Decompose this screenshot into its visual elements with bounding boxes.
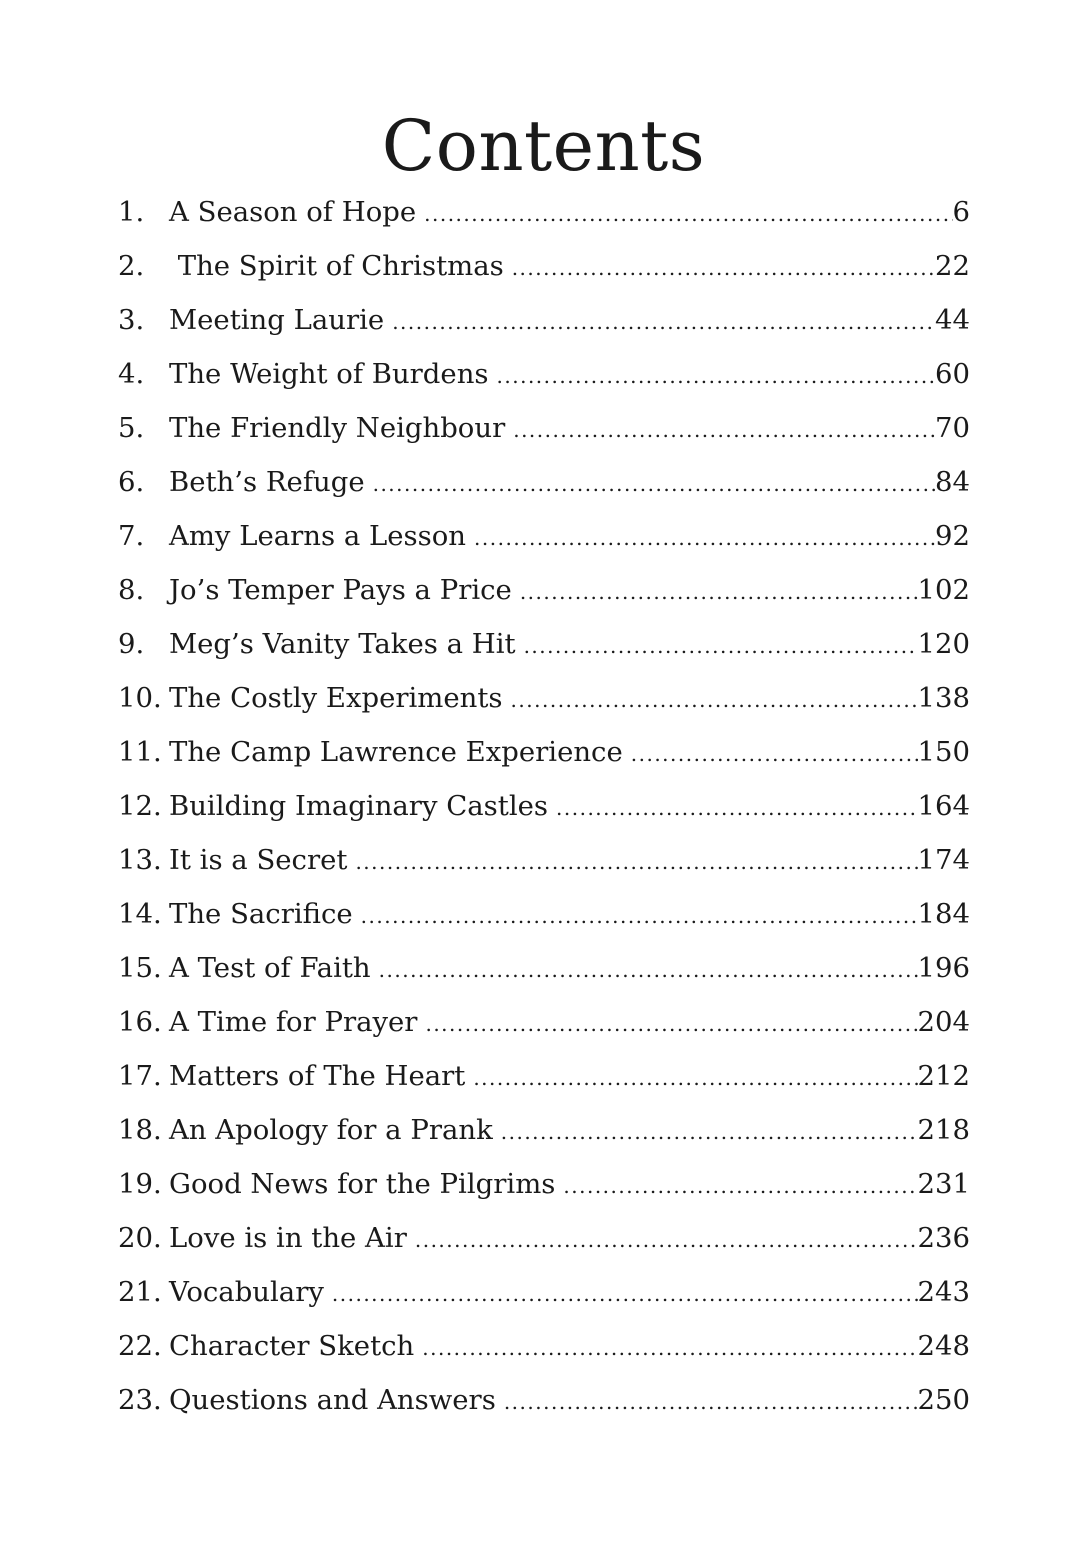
chapter-title: Meeting Laurie: [169, 304, 385, 336]
toc-entry: [118, 1157, 970, 1211]
chapter-number: 20.: [118, 1222, 162, 1254]
toc-entry: [118, 1211, 970, 1265]
chapter-number: 2.: [118, 250, 145, 282]
chapter-title: A Time for Prayer: [169, 1006, 418, 1038]
dot-leader: [425, 997, 917, 1051]
chapter-title: Meg’s Vanity Takes a Hit: [169, 628, 516, 660]
table-of-contents: [118, 185, 970, 1427]
chapter-number: 4.: [118, 358, 145, 390]
chapter-number: 9.: [118, 628, 145, 660]
dot-leader: [512, 241, 935, 295]
toc-entry: [118, 239, 970, 293]
page-number: 243: [917, 1276, 970, 1308]
toc-entry: [118, 941, 970, 995]
chapter-title: A Test of Faith: [169, 952, 371, 984]
page-number: 60: [935, 358, 970, 390]
dot-leader: [355, 835, 917, 889]
page-number: 92: [935, 520, 970, 552]
page-number: 218: [917, 1114, 970, 1146]
chapter-number: 10.: [118, 682, 162, 714]
chapter-number: 1.: [118, 196, 145, 228]
chapter-number: 14.: [118, 898, 162, 930]
page-number: 250: [917, 1384, 970, 1416]
page-number: 6: [952, 196, 970, 228]
chapter-number: 23.: [118, 1384, 162, 1416]
chapter-title: An Apology for a Prank: [169, 1114, 493, 1146]
chapter-number: 18.: [118, 1114, 162, 1146]
dot-leader: [474, 511, 935, 565]
page-number: 231: [917, 1168, 970, 1200]
chapter-title: Character Sketch: [169, 1330, 415, 1362]
toc-entry: [118, 509, 970, 563]
toc-entry: [118, 1265, 970, 1319]
chapter-title: Matters of The Heart: [169, 1060, 466, 1092]
dot-leader: [373, 457, 935, 511]
page-number: 184: [917, 898, 970, 930]
page-number: 138: [917, 682, 970, 714]
chapter-title: Building Imaginary Castles: [169, 790, 549, 822]
chapter-title: The Spirit of Christmas: [169, 250, 504, 282]
chapter-title: Jo’s Temper Pays a Price: [169, 574, 512, 606]
toc-entry: [118, 293, 970, 347]
dot-leader: [520, 565, 918, 619]
dot-leader: [497, 349, 935, 403]
toc-entry: [118, 1373, 970, 1427]
chapter-number: 13.: [118, 844, 162, 876]
toc-entry: [118, 455, 970, 509]
chapter-title: The Costly Experiments: [169, 682, 503, 714]
chapter-title: Good News for the Pilgrims: [169, 1168, 556, 1200]
dot-leader: [424, 187, 952, 241]
toc-entry: [118, 185, 970, 239]
page-number: 248: [917, 1330, 970, 1362]
page-number: 196: [917, 952, 970, 984]
toc-entry: [118, 1103, 970, 1157]
dot-leader: [415, 1213, 918, 1267]
chapter-title: Love is in the Air: [169, 1222, 407, 1254]
chapter-number: 8.: [118, 574, 145, 606]
dot-leader: [556, 781, 917, 835]
page-number: 120: [917, 628, 970, 660]
dot-leader: [392, 295, 935, 349]
dot-leader: [361, 889, 918, 943]
chapter-title: The Sacrifice: [169, 898, 353, 930]
chapter-number: 7.: [118, 520, 145, 552]
chapter-title: The Friendly Neighbour: [169, 412, 506, 444]
toc-entry: [118, 887, 970, 941]
page-number: 84: [935, 466, 970, 498]
toc-entry: [118, 725, 970, 779]
dot-leader: [473, 1051, 917, 1105]
toc-entry: [118, 779, 970, 833]
toc-entry: [118, 995, 970, 1049]
chapter-title: Amy Learns a Lesson: [169, 520, 467, 552]
page-number: 44: [935, 304, 970, 336]
page-number: 236: [917, 1222, 970, 1254]
toc-entry: [118, 1049, 970, 1103]
dot-leader: [504, 1375, 918, 1429]
chapter-title: The Camp Lawrence Experience: [169, 736, 623, 768]
toc-entry: [118, 833, 970, 887]
chapter-number: 11.: [118, 736, 162, 768]
toc-entry: [118, 563, 970, 617]
dot-leader: [501, 1105, 918, 1159]
dot-leader: [524, 619, 918, 673]
chapter-number: 6.: [118, 466, 145, 498]
chapter-number: 5.: [118, 412, 145, 444]
dot-leader: [631, 727, 918, 781]
page-number: 174: [917, 844, 970, 876]
dot-leader: [563, 1159, 917, 1213]
chapter-title: Beth’s Refuge: [169, 466, 365, 498]
page-number: 70: [935, 412, 970, 444]
chapter-number: 15.: [118, 952, 162, 984]
toc-entry: [118, 401, 970, 455]
toc-entry: [118, 671, 970, 725]
toc-entry: [118, 1319, 970, 1373]
chapter-number: 17.: [118, 1060, 162, 1092]
page-number: 22: [935, 250, 970, 282]
chapter-number: 19.: [118, 1168, 162, 1200]
chapter-title: It is a Secret: [169, 844, 348, 876]
dot-leader: [511, 673, 918, 727]
page-number: 164: [917, 790, 970, 822]
dot-leader: [332, 1267, 918, 1321]
dot-leader: [422, 1321, 917, 1375]
chapter-title: The Weight of Burdens: [169, 358, 489, 390]
chapter-title: Vocabulary: [169, 1276, 324, 1308]
chapter-number: 22.: [118, 1330, 162, 1362]
chapter-title: A Season of Hope: [169, 196, 417, 228]
chapter-number: 3.: [118, 304, 145, 336]
dot-leader: [513, 403, 935, 457]
chapter-title: Questions and Answers: [169, 1384, 496, 1416]
chapter-number: 16.: [118, 1006, 162, 1038]
chapter-number: 12.: [118, 790, 162, 822]
toc-entry: [118, 347, 970, 401]
page-number: 212: [917, 1060, 970, 1092]
page-number: 102: [917, 574, 970, 606]
chapter-number: 21.: [118, 1276, 162, 1308]
page-number: 204: [917, 1006, 970, 1038]
page-title: Contents: [381, 105, 706, 187]
toc-entry: [118, 617, 970, 671]
dot-leader: [379, 943, 918, 997]
page-number: 150: [917, 736, 970, 768]
